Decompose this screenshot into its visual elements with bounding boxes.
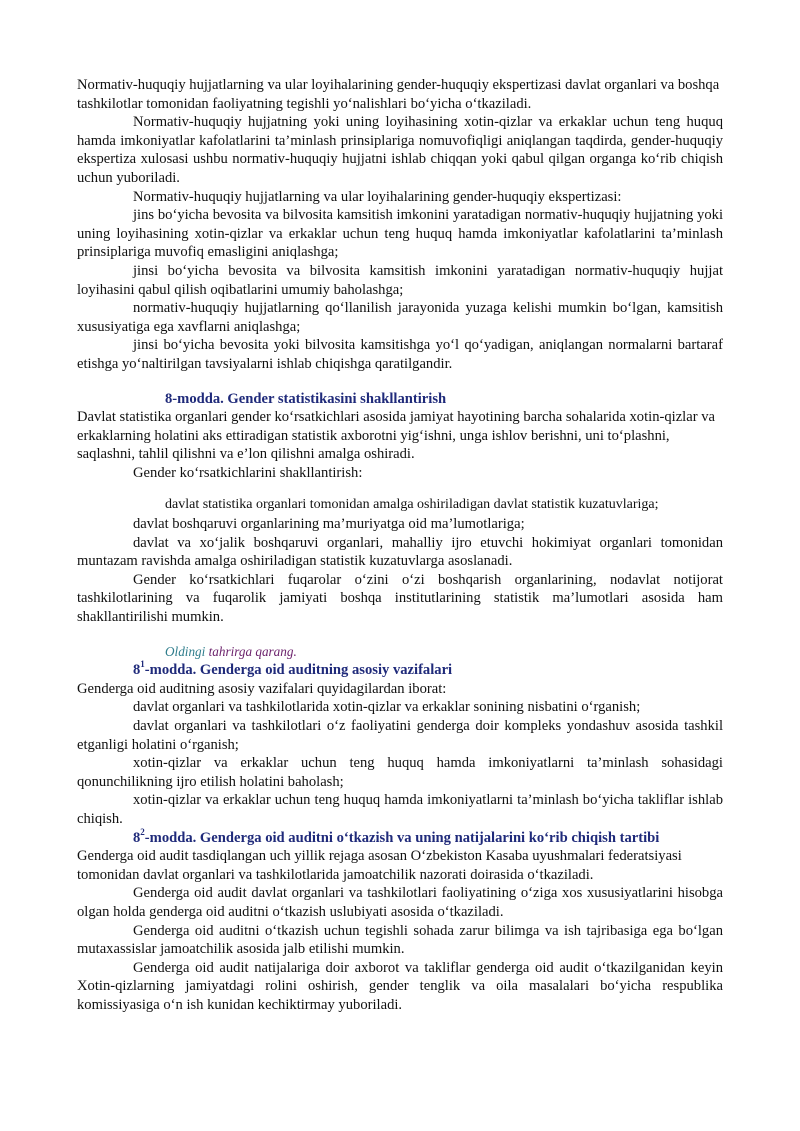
article-number: 8	[133, 829, 141, 846]
list-item: xotin-qizlar va erkaklar uchun teng huquq hamda imkoniyatlarni ta’minlash sohasidagi qonunchilikning ijro etilish holatini baholash;	[77, 755, 723, 790]
list-item: davlat boshqaruvi organlarining ma’muriyatga oid ma’lumotlariga;	[133, 516, 525, 533]
paragraph: Gender ko‘rsatkichlari fuqarolar o‘zini o‘zi boshqarish organlarining, nodavlat notijorat tashkilotlarining va fuqarolik jamiyati boshqa institutlarining statistik ma’lumotlari asosida ham shakllantirilishi mumkin.	[77, 571, 723, 626]
list-item: xotin-qizlar va erkaklar uchun teng huquq hamda imkoniyatlarni ta’minlash bo‘yicha takliflar ishlab chiqish.	[77, 792, 723, 827]
article-title: -modda. Genderga oid auditni o‘tkazish va uning natijalarini ko‘rib chiqish tartibi	[144, 829, 660, 846]
list-item: jinsi bo‘yicha bevosita yoki bilvosita kamsitishga yo‘l qo‘yadigan, aniqlangan normalarni bartaraf etishga yo‘naltirilgan tavsiyalarni ishlab chiqishga qaratilgandir.	[77, 337, 723, 372]
spacer	[77, 374, 723, 390]
list-item: normativ-huquqiy hujjatlarning qo‘llanilish jarayonida yuzaga kelishi mumkin bo‘lgan, kamsitish xususiyatiga ega xavflarni aniqlashga;	[77, 300, 723, 335]
article-superscript: 1	[140, 659, 145, 670]
paragraph: Davlat statistika organlari gender ko‘rsatkichlari asosida jamiyat hayotining barcha sohalarida xotin-qizlar va erkaklarning holatini aks ettiradigan statistik axborotni yig‘ishni, unga ishlov berishni, uni to‘plashni, saqlashni, tahlil qilishni va e’lon qilishni amalga oshiradi.	[77, 409, 715, 463]
document-page	[77, 76, 723, 1015]
spacer	[77, 482, 723, 496]
note-text: tahrirga qarang.	[205, 643, 297, 659]
list-item: davlat statistika organlari tomonidan amalga oshiriladigan davlat statistik kuzatuvlariga;	[165, 497, 659, 513]
article-title: -modda. Genderga oid auditning asosiy vazifalari	[144, 662, 453, 679]
paragraph: Genderga oid audit natijalariga doir axborot va takliflar genderga oid audit o‘tkazilganidan keyin Xotin-qizlarning jamiyatdagi rolini oshirish, gender tenglik va oila masalalari bo‘yicha respublika komissiyasiga o‘n ish kunidan kechiktirmay yuboriladi.	[77, 959, 723, 1013]
paragraph: Genderga oid audit tasdiqlangan uch yillik rejaga asosan O‘zbekiston Kasaba uyushmalari federatsiyasi tomonidan davlat organlari va tashkilotlarida jamoatchilik nazorati doirasida o‘tkaziladi.	[77, 848, 682, 883]
article-superscript: 2	[140, 826, 145, 837]
paragraph: Genderga oid auditni o‘tkazish uchun tegishli sohada zarur bilimga va ish tajribasiga ega bo‘lgan mutaxassislar jamoatchilik asosida jalb etilishi mumkin.	[77, 922, 723, 958]
list-item: jinsi bo‘yicha bevosita va bilvosita kamsitish imkonini yaratadigan normativ-huquqiy hujjat loyihasini qabul qilish oqibatlarini umumiy baholashga;	[77, 262, 723, 298]
paragraph: Genderga oid audit davlat organlari va tashkilotlari faoliyatining o‘ziga xos xususiyatlarini hisobga olgan holda genderga oid auditni o‘tkazish uslubiyati asosida o‘tkaziladi.	[77, 885, 723, 920]
list-item: davlat va xo‘jalik boshqaruvi organlari, mahalliy ijro etuvchi hokimiyat organlari tomonidan muntazam ravishda amalga oshiriladigan statistik kuzatuvlarga asoslanadi.	[77, 534, 723, 570]
paragraph: Genderga oid auditning asosiy vazifalari quyidagilardan iborat:	[77, 680, 447, 697]
article-8-heading: 8-modda. Gender statistikasini shakllantirish	[165, 390, 447, 407]
paragraph: Normativ-huquqiy hujjatlarning va ular loyihalarining gender-huquqiy ekspertizasi davlat organlari va boshqa tashkilotlar tomonidan faoliyatning tegishli yo‘nalishlari bo‘yicha o‘tkaziladi.	[77, 77, 720, 112]
paragraph: Gender ko‘rsatkichlarini shakllantirish:	[133, 464, 363, 481]
previous-edition-note	[77, 643, 723, 662]
article-8-2-heading	[77, 826, 723, 848]
list-item: davlat organlari va tashkilotlari o‘z faoliyatini genderga doir kompleks yondashuv asosida tashkil etganligi holatini o‘rganish;	[77, 718, 723, 753]
paragraph: Normativ-huquqiy hujjatlarning va ular loyihalarining gender-huquqiy ekspertizasi:	[133, 188, 622, 205]
list-item: davlat organlari va tashkilotlarida xotin-qizlar va erkaklar sonining nisbatini o‘rganish;	[133, 699, 641, 716]
article-8-1-heading	[77, 661, 723, 680]
previous-edition-link[interactable]: Oldingi	[165, 643, 206, 659]
spacer	[77, 627, 723, 643]
list-item: jins bo‘yicha bevosita va bilvosita kamsitish imkonini yaratadigan normativ-huquqiy hujjatning yoki uning loyihasining xotin-qizlar va erkaklar uchun teng huquq hamda imkoniyatlar kafolatlarini ta’minlash prinsiplariga muvofiq emasligini aniqlashga;	[77, 207, 723, 261]
paragraph: Normativ-huquqiy hujjatning yoki uning loyihasining xotin-qizlar va erkaklar uchun teng huquq hamda imkoniyatlar kafolatlarini ta’minlash prinsiplariga nomuvofiqligi aniqlangan taqdirda, gender-huquqiy ekspertiza xulosasi ushbu normativ-huquqiy hujjatni ishlab chiqqan yoki qabul qilgan organga ko‘rib chiqish uchun yuboriladi.	[77, 114, 723, 186]
article-number: 8	[133, 662, 141, 679]
